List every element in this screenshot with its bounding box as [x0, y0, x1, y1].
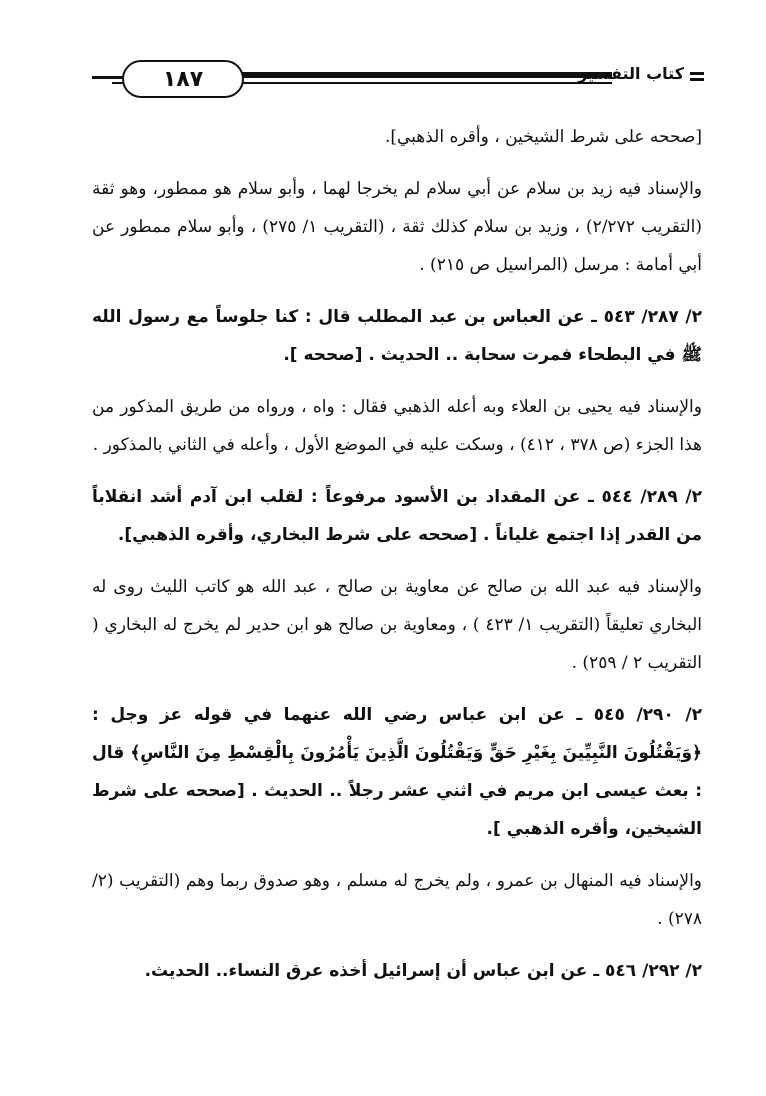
page-header	[92, 58, 704, 102]
hadith-text: عن المقداد بن الأسود مرفوعاً : لقلب ابن آدم أشد انقلاباً من القدر إذا اجتمع غلياناً . [صححه على شرط البخاري، وأقره الذهبي].	[92, 487, 702, 545]
book-title: كتاب التفسير	[578, 64, 684, 83]
paragraph	[92, 388, 702, 464]
hadith-number: ٢/ ٢٨٧/ ٥٤٣ ـ	[591, 307, 702, 327]
header-mark	[690, 72, 704, 84]
hadith-entry	[92, 696, 702, 848]
paragraph	[92, 170, 702, 284]
paragraph-text: والإسناد فيه عبد الله بن صالح عن معاوية بن صالح ، عبد الله هو كاتب الليث روى له البخاري تعليقاً (التقريب ١/ ٤٢٣ ) ، ومعاوية بن صالح هو ابن حدير لم يخرج له البخاري ( التقريب ٢ / ٢٥٩) .	[92, 577, 702, 673]
hadith-entry	[92, 478, 702, 554]
hadith-entry	[92, 298, 702, 374]
paragraph-text: والإسناد فيه المنهال بن عمرو ، ولم يخرج له مسلم ، وهو صدوق ربما وهم (التقريب (٢/ ٢٧٨) .	[92, 871, 702, 929]
hadith-number: ٢/ ٢٨٩/ ٥٤٤ ـ	[588, 487, 702, 507]
hadith-text: عن العباس بن عبد المطلب قال : كنا جلوساً مع رسول الله ﷺ في البطحاء فمرت سحابة .. الحديث . [صححه ].	[92, 307, 702, 365]
hadith-number: ٢/ ٢٩٠/ ٥٤٥ ـ	[576, 705, 702, 725]
hadith-number: ٢/ ٢٩٢/ ٥٤٦ ـ	[593, 961, 702, 981]
hadith-text: عن ابن عباس رضي الله عنهما في قوله عز وجل : ﴿وَيَقْتُلُونَ النَّبِيِّينَ بِغَيْرِ حَقٍّ وَيَقْتُلُونَ الَّذِينَ يَأْمُرُونَ بِالْقِسْطِ مِنَ النَّاسِ﴾ قال : بعث عيسى ابن مريم في اثني عشر رجلاً .. الحديث . [صححه على شرط الشيخين، وأقره الذهبي ].	[92, 705, 702, 839]
header-rule	[232, 72, 612, 78]
paragraph	[92, 118, 702, 156]
paragraph	[92, 568, 702, 682]
paragraph-text: والإسناد فيه يحيى بن العلاء وبه أعله الذهبي فقال : واه ، ورواه من طريق المذكور من هذا الجزء (ص ٣٧٨ ، ٤١٢) ، وسكت عليه في الموضع الأول ، وأعله في الثاني بالمذكور .	[92, 397, 702, 455]
page-body	[92, 118, 702, 1004]
paragraph-text: [صححه على شرط الشيخين ، وأقره الذهبي].	[384, 127, 702, 147]
page-number: ١٨٧	[122, 60, 244, 98]
paragraph-text: والإسناد فيه زيد بن سلام عن أبي سلام لم يخرجا لهما ، وأبو سلام هو ممطور، وهو ثقة (التقريب ٢/٢٧٢) ، وزيد بن سلام كذلك ثقة ، (التقريب ١/ ٢٧٥) ، وأبو سلام ممطور عن أبي أمامة : مرسل (المراسيل ص ٢١٥) .	[92, 179, 703, 275]
hadith-text: عن ابن عباس أن إسرائيل أخذه عرق النساء.. الحديث.	[144, 961, 594, 981]
paragraph	[92, 862, 702, 938]
hadith-entry	[92, 952, 702, 990]
